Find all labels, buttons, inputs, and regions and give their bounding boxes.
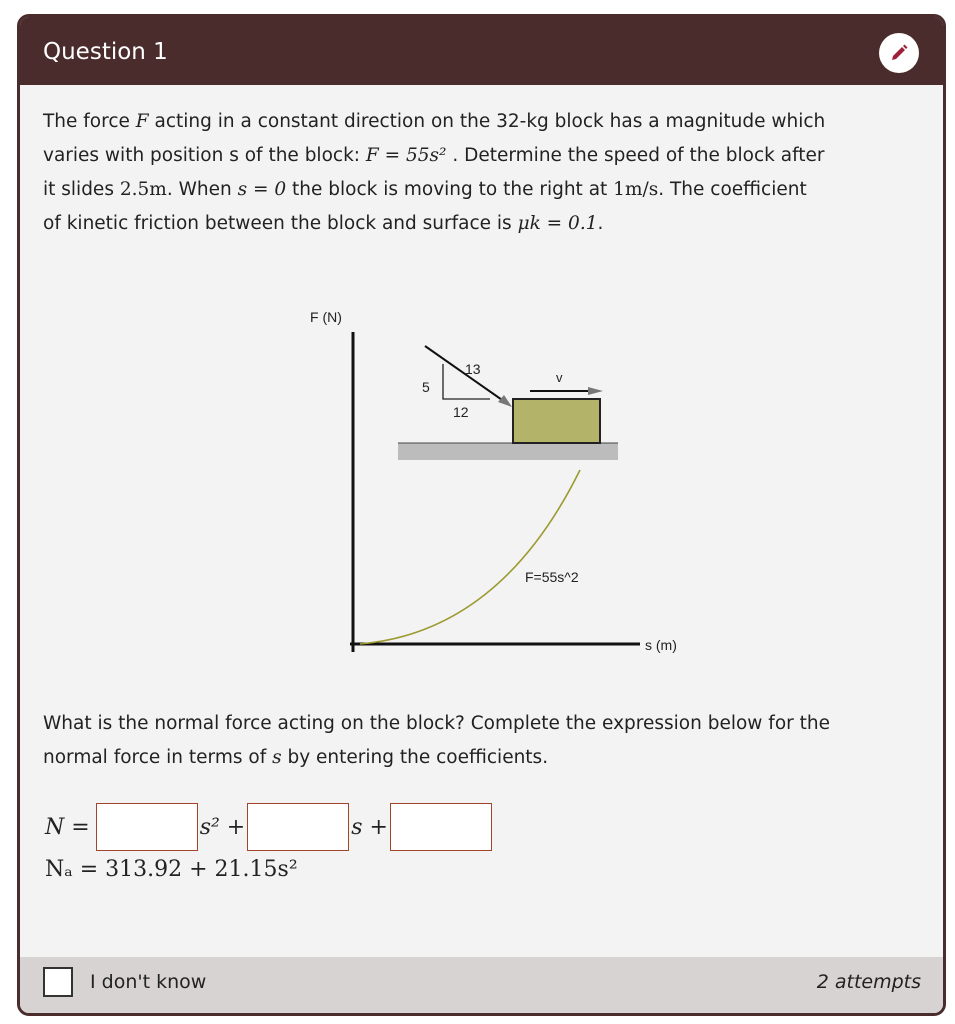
math: F: [135, 111, 149, 132]
force-diagram: [300, 302, 720, 682]
text: by entering the coefficients.: [281, 747, 549, 768]
coef-s2-input[interactable]: [96, 803, 198, 851]
coef-s-input[interactable]: [247, 803, 349, 851]
problem-statement: [43, 105, 923, 241]
math: 1m/s: [613, 179, 659, 200]
block: [513, 399, 600, 443]
text: .: [597, 213, 604, 234]
pencil-icon: [889, 43, 909, 63]
text: The force: [43, 111, 136, 132]
text: it slides: [43, 179, 120, 200]
answer-expression: [45, 803, 492, 851]
attempts-count: 2 attempts: [816, 971, 921, 993]
math: s: [272, 747, 282, 768]
force-curve: [360, 470, 580, 644]
answer-hint: Nₐ = 313.92 + 21.15s²: [45, 857, 298, 882]
text: . When: [166, 179, 238, 200]
question-header: [20, 17, 943, 85]
math: F = 55s²: [365, 145, 447, 166]
s2-term: s² +: [199, 814, 246, 840]
text: the block is moving to the right at: [286, 179, 614, 200]
text: normal force in terms of: [43, 747, 273, 768]
math: 2.5m: [119, 179, 167, 200]
math: μk = 0.1: [517, 213, 598, 234]
triangle-vert-label: 5: [422, 379, 430, 395]
text: . Determine the speed of the block after: [446, 145, 825, 166]
text: of kinetic friction between the block and surface is: [43, 213, 518, 234]
text: What is the normal force acting on the block? Complete the expression below for the: [43, 713, 830, 734]
question-text: [43, 707, 923, 775]
math: s = 0: [237, 179, 287, 200]
question-card: [17, 14, 946, 1016]
footer: [20, 957, 943, 1013]
edit-button[interactable]: [879, 33, 919, 73]
text: varies with position s of the block:: [43, 145, 366, 166]
ground: [398, 443, 618, 460]
question-title: Question 1: [43, 39, 168, 65]
triangle-horiz-label: 12: [453, 404, 469, 420]
curve-label: F=55s^2: [525, 569, 579, 585]
velocity-label: v: [556, 370, 563, 385]
lhs: N =: [45, 814, 90, 840]
s-term: s +: [351, 814, 388, 840]
triangle-hyp-label: 13: [465, 361, 481, 377]
dont-know-checkbox[interactable]: [43, 967, 73, 997]
text: . The coefficient: [658, 179, 807, 200]
dont-know-label[interactable]: I don't know: [90, 971, 207, 993]
y-axis-label: F (N): [310, 309, 342, 325]
constant-input[interactable]: [390, 803, 492, 851]
x-axis-label: s (m): [645, 637, 677, 653]
text: acting in a constant direction on the 32-kg block has a magnitude which: [148, 111, 826, 132]
